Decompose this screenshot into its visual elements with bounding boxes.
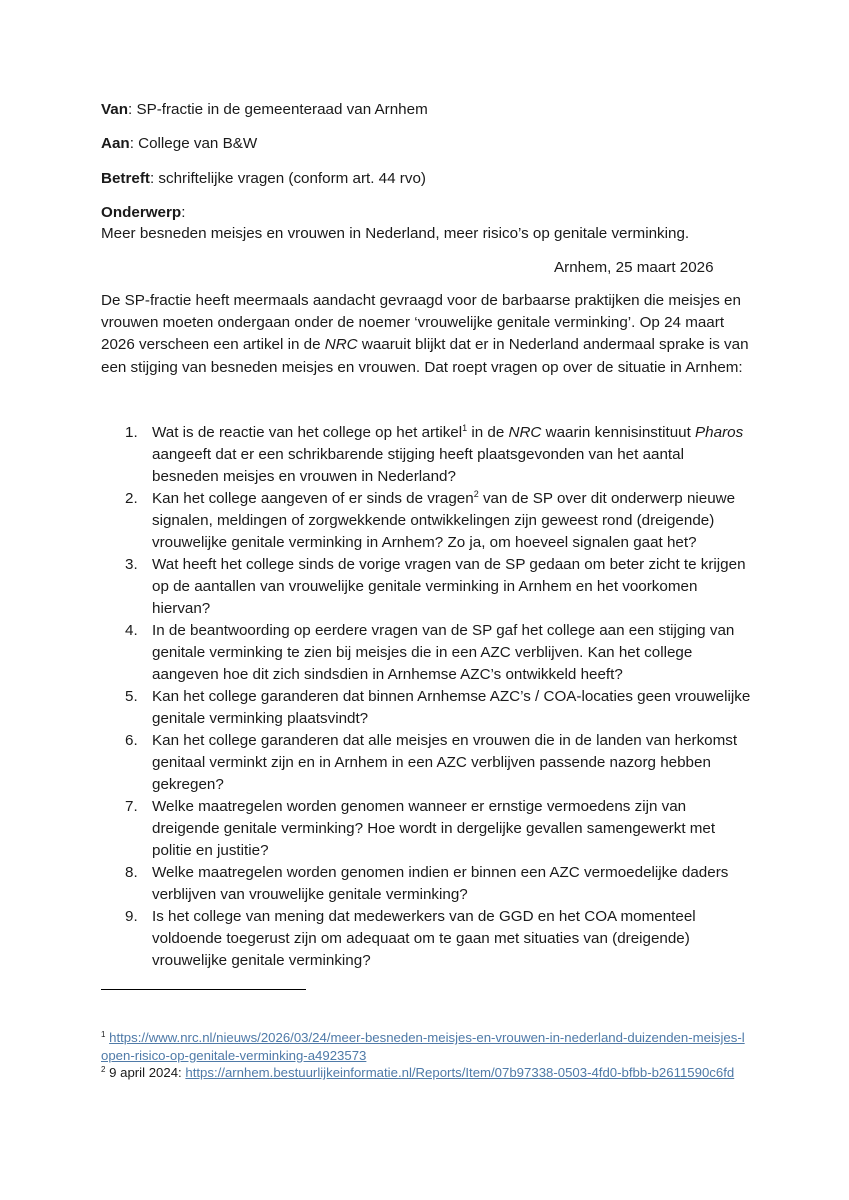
question-number: 2. (125, 490, 138, 507)
aan-label: Aan (101, 135, 130, 152)
question-number: 1. (125, 424, 138, 441)
footnote-2-number: 2 (101, 1065, 106, 1074)
question-1-part-a: Wat is de reactie van het college op het artikel (152, 424, 463, 441)
question-number: 8. (125, 864, 138, 881)
question-item (101, 796, 751, 862)
question-1-part-b: in de (467, 424, 509, 441)
footnote-1-link[interactable]: https://www.nrc.nl/nieuws/2026/03/24/meer-besneden-meisjes-en-vrouwen-in-nederland-duizenden-meisjes-lopen-risico-op-genitale-verminking-a4923573 (101, 1030, 745, 1063)
question-number: 7. (125, 798, 138, 815)
question-item (101, 730, 751, 796)
van-value: : SP-fractie in de gemeenteraad van Arnhem (128, 101, 428, 118)
van-line (101, 99, 428, 121)
question-number: 6. (125, 732, 138, 749)
question-2-part-b: van de SP over dit onderwerp nieuwe signalen, meldingen of zorgwekkende ontwikkelingen zijn geweest rond (dreigende) vrouwelijke genitale verminking in Arnhem? Zo ja, om hoeveel signalen gaat het? (152, 490, 736, 551)
footnotes (101, 1029, 751, 1082)
betreft-label: Betreft (101, 170, 150, 187)
question-item (101, 686, 751, 730)
date-line: Arnhem, 25 maart 2026 (554, 259, 714, 276)
question-item (101, 488, 751, 554)
footnote-ref-1: 1 (462, 423, 468, 433)
footnote-divider (101, 989, 306, 990)
question-1-part-c: waarin kennisinstituut (541, 424, 696, 441)
question-number: 5. (125, 688, 138, 705)
question-text: Wat heeft het college sinds de vorige vragen van de SP gedaan om beter zicht te krijgen op de aantallen van vrouwelijke genitale verminking in Arnhem en het voorkomen hiervan? (152, 556, 746, 617)
question-1-part-d: aangeeft dat er een schrikbarende stijging heeft plaatsgevonden van het aantal besneden meisjes en vrouwen in Nederland? (152, 446, 684, 485)
onderwerp-text: Meer besneden meisjes en vrouwen in Nederland, meer risico’s op genitale verminking. (101, 225, 690, 242)
onderwerp-label-line (101, 202, 185, 224)
question-item (101, 906, 751, 972)
question-text: Welke maatregelen worden genomen wanneer er ernstige vermoedens zijn van dreigende genitale verminking? Hoe wordt in dergelijke gevallen samengewerkt met politie en justitie? (152, 798, 716, 859)
question-text: Is het college van mening dat medewerkers van de GGD en het COA momenteel voldoende toegerust zijn om adequaat om te gaan met situaties van (dreigende) vrouwelijke genitale verminking? (152, 908, 696, 969)
intro-part1: De SP-fractie heeft meermaals aandacht gevraagd voor de barbaarse praktijken die meisjes en vrouwen moeten ondergaan onder de noemer ‘vrouwelijke genitale verminking’. Op 24 maart 2026 verscheen een artikel in de (101, 292, 741, 354)
footnote-1 (101, 1029, 751, 1064)
question-item (101, 554, 751, 620)
footnote-2 (101, 1064, 751, 1082)
onderwerp-colon: : (181, 204, 186, 221)
question-number: 4. (125, 622, 138, 639)
question-2-part-a: Kan het college aangeven of er sinds de vragen (152, 490, 474, 507)
footnote-2-prefix: 9 april 2024: (105, 1065, 186, 1080)
aan-value: : College van B&W (129, 135, 258, 152)
betreft-line (101, 168, 426, 190)
question-1-nrc: NRC (508, 424, 542, 441)
footnote-2-link[interactable]: https://arnhem.bestuurlijkeinformatie.nl/Reports/Item/07b97338-0503-4fd0-bfbb-b2611590c6fd (185, 1065, 735, 1080)
question-text: In de beantwoording op eerdere vragen van de SP gaf het college aan een stijging van genitale verminking te zien bij meisjes die in een AZC verblijven. Kan het college aangeven hoe dit zich sindsdien in Arnhemse AZC’s ontwikkeld heeft? (152, 622, 735, 683)
aan-line (101, 133, 257, 155)
betreft-value: : schriftelijke vragen (conform art. 44 rvo) (149, 170, 426, 187)
question-item (101, 862, 751, 906)
question-text: Kan het college garanderen dat alle meisjes en vrouwen die in de landen van herkomst genitaal verminkt zijn en in Arnhem in een AZC verblijven passende nazorg hebben gekregen? (152, 732, 738, 793)
questions-list (101, 422, 751, 972)
question-item (101, 620, 751, 686)
question-text (152, 488, 751, 554)
question-number: 9. (125, 908, 138, 925)
question-item (101, 422, 751, 488)
question-text: Welke maatregelen worden genomen indien er binnen een AZC vermoedelijke daders verblijven van vrouwelijke genitale verminking? (152, 864, 729, 903)
question-text (152, 422, 751, 488)
question-text: Kan het college garanderen dat binnen Arnhemse AZC’s / COA-locaties geen vrouwelijke genitale verminking plaatsvindt? (152, 688, 751, 727)
question-number: 3. (125, 556, 138, 573)
footnote-1-number: 1 (101, 1030, 106, 1039)
onderwerp-label: Onderwerp (101, 204, 182, 221)
van-label: Van (101, 101, 129, 118)
intro-nrc: NRC (324, 336, 358, 354)
question-1-pharos: Pharos (695, 424, 744, 441)
intro-paragraph (101, 290, 751, 379)
footnote-ref-2: 2 (473, 489, 479, 499)
intro-part2: waaruit blijkt dat er in Nederland andermaal sprake is van een stijging van besneden meisjes en vrouwen. Dat roept vragen op over de situatie in Arnhem: (101, 336, 749, 376)
